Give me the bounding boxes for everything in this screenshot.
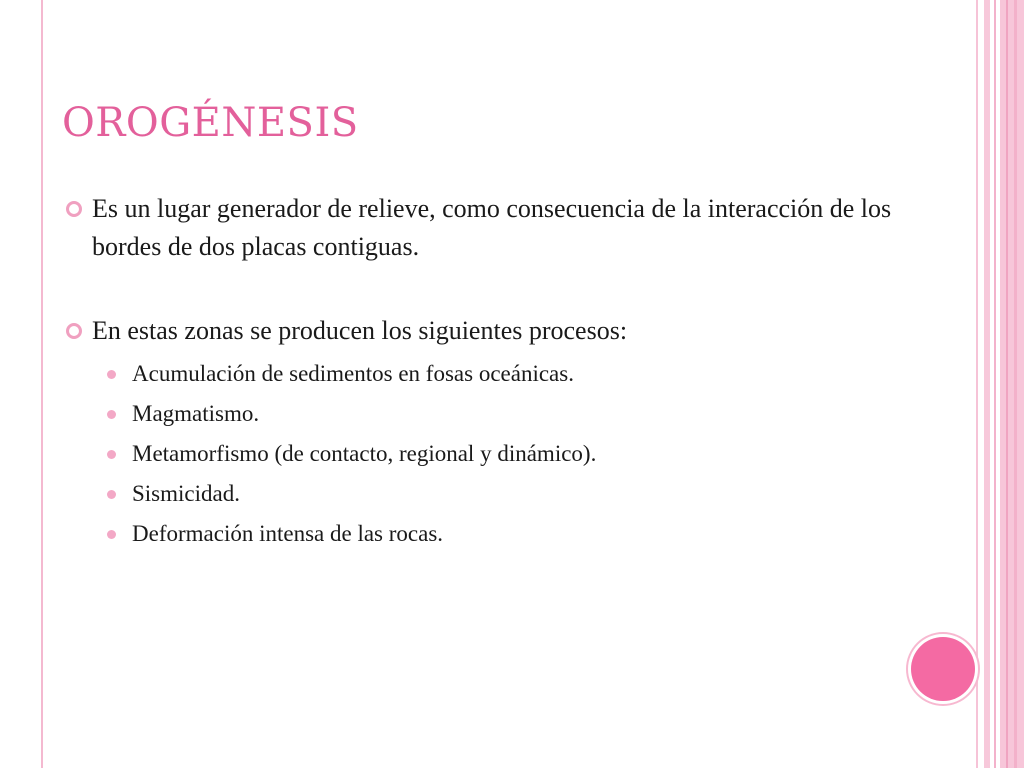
right-stripe [1014,0,1017,768]
right-stripe [1006,0,1008,768]
right-stripe [984,0,990,768]
process-list [92,354,946,554]
ring-bullet-icon [66,323,82,339]
list-item-text: Acumulación de sedimentos en fosas oceánicas. [132,361,574,386]
list-item [92,434,946,474]
list-item-text: Metamorfismo (de contacto, regional y dinámico). [132,441,597,466]
right-decorative-band [1000,0,1024,768]
list-item-text: Sismicidad. [132,481,240,506]
list-item [92,394,946,434]
left-border-line [41,0,43,768]
bullet-text: Es un lugar generador de relieve, como consecuencia de la interacción de los bordes de dos placas contiguas. [92,194,892,261]
dot-bullet-icon [107,530,116,539]
ring-bullet-icon [66,201,82,217]
dot-bullet-icon [107,410,116,419]
list-item-text: Deformación intensa de las rocas. [132,521,444,546]
bullet-processes [66,312,946,554]
list-item [92,514,946,554]
slide-title: OROGÉNESIS [62,100,359,146]
list-item [92,354,946,394]
pink-circle-icon [911,637,975,701]
dot-bullet-icon [107,450,116,459]
right-stripe [994,0,996,768]
bullet-text: En estas zonas se producen los siguientes procesos: [92,316,628,345]
list-item-text: Magmatismo. [132,401,260,426]
bullet-definition [66,190,946,266]
dot-bullet-icon [107,370,116,379]
dot-bullet-icon [107,490,116,499]
list-item [92,474,946,514]
slide-body [66,190,946,554]
right-stripe [976,0,978,768]
